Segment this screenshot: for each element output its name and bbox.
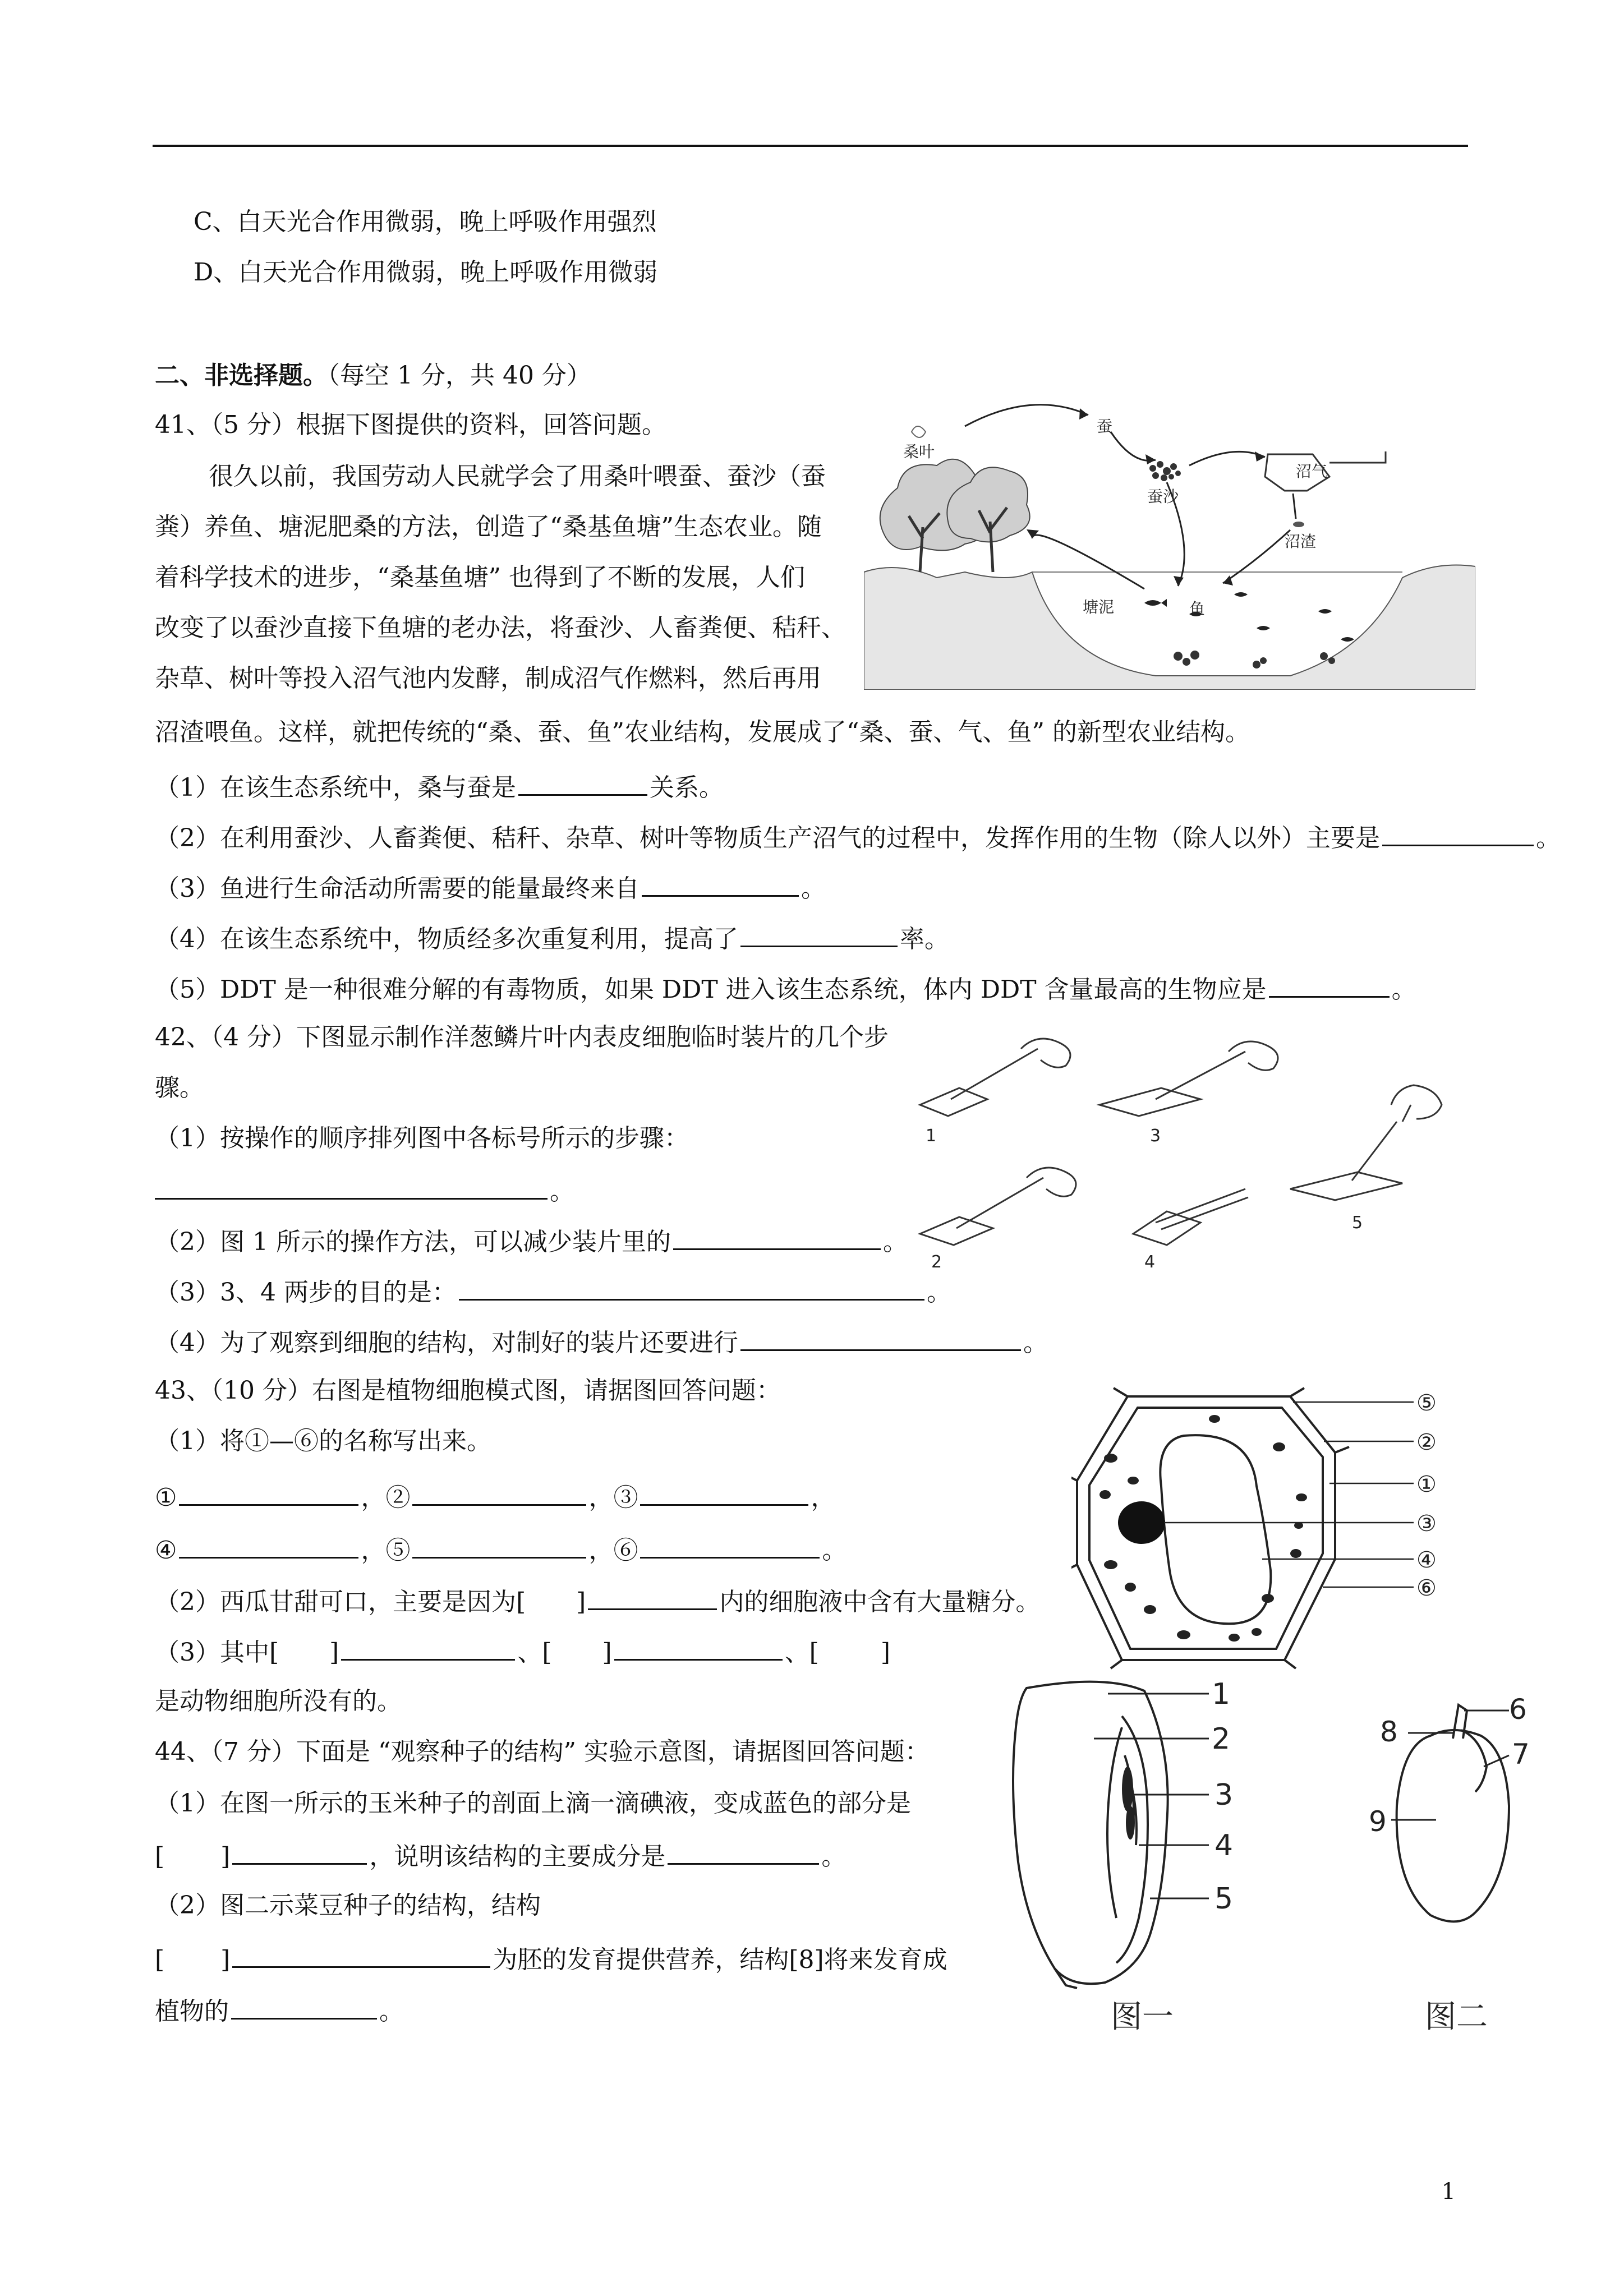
q42-item-3: （3）3、4 两步的目的是： 。 bbox=[155, 1273, 951, 1310]
q41-item-5: （5）DDT 是一种很难分解的有毒物质，如果 DDT 进入该生态系统，体内 DDT 含量最高的生物应是 。 bbox=[155, 970, 1416, 1007]
step-label-1: 1 bbox=[926, 1126, 937, 1146]
corn-label-1: 1 bbox=[1212, 1677, 1231, 1711]
figure-1-caption: 图一 bbox=[1111, 1999, 1174, 2035]
q43-item-2: （2）西瓜甘甜可口，主要是因为[ ] 内的细胞液中含有大量糖分。 bbox=[155, 1583, 1040, 1619]
q42-item-1: （1）按操作的顺序排列图中各标号所示的步骤： bbox=[155, 1124, 689, 1152]
q42-head-1: 42、（4 分）下图显示制作洋葱鳞片叶内表皮细胞临时装片的几个步 bbox=[155, 1023, 889, 1052]
answer-blank[interactable] bbox=[740, 920, 898, 947]
answer-blank[interactable] bbox=[341, 1633, 515, 1661]
answer-blank[interactable] bbox=[588, 1583, 717, 1610]
q44-item-2-tail: 植物的 。 bbox=[155, 1992, 404, 2028]
label-silkworm: 蚕 bbox=[1097, 417, 1113, 436]
bean-label-9: 9 bbox=[1369, 1805, 1387, 1838]
bean-label-8: 8 bbox=[1380, 1716, 1398, 1748]
q44-item-1: （1）在图一所示的玉米种子的剖面上滴一滴碘液，变成蓝色的部分是 bbox=[155, 1789, 911, 1818]
answer-blank[interactable] bbox=[740, 1324, 1021, 1351]
q43-item-1: （1）将①—⑥的名称写出来。 bbox=[155, 1427, 491, 1455]
section-heading bbox=[155, 359, 591, 393]
answer-blank[interactable] bbox=[155, 1172, 548, 1200]
answer-blank[interactable] bbox=[231, 1992, 377, 2020]
q41-para-3: 着科学技术的进步，“桑基鱼塘” 也得到了不断的发展，人们 bbox=[155, 563, 805, 592]
q41-para-2: 粪）养鱼、塘泥肥桑的方法，创造了“桑基鱼塘”生态农业。随 bbox=[155, 513, 822, 541]
label-fish: 鱼 bbox=[1189, 600, 1206, 618]
cell-label-2: ② bbox=[1416, 1430, 1437, 1455]
plant-cell-figure bbox=[1071, 1385, 1475, 1671]
step-label-3: 3 bbox=[1150, 1126, 1161, 1146]
answer-blank[interactable] bbox=[179, 1478, 358, 1506]
q41-head: 41、（5 分）根据下图提供的资料，回答问题。 bbox=[155, 411, 666, 439]
bean-seed-figure bbox=[1369, 1694, 1582, 2036]
answer-blank[interactable] bbox=[642, 869, 799, 897]
answer-blank[interactable] bbox=[518, 768, 647, 796]
q44-item-2-answer: [ ] 为胚的发育提供营养，结构[8]将来发育成 bbox=[155, 1940, 947, 1977]
q43-item-3-tail: 是动物细胞所没有的。 bbox=[155, 1687, 402, 1716]
answer-blank[interactable] bbox=[673, 1223, 881, 1250]
step-label-4: 4 bbox=[1144, 1252, 1156, 1267]
mulberry-trees bbox=[880, 459, 1030, 551]
answer-blank[interactable] bbox=[640, 1531, 820, 1559]
option-d: D、白天光合作用微弱，晚上呼吸作用微弱 bbox=[194, 258, 658, 287]
header-rule bbox=[153, 145, 1468, 147]
q41-para-5: 杂草、树叶等投入沼气池内发酵，制成沼气作燃料，然后再用 bbox=[155, 664, 821, 693]
q43-names-row-2: ④ ，⑤ ，⑥ 。 bbox=[155, 1531, 846, 1567]
cell-label-4: ④ bbox=[1416, 1547, 1437, 1573]
label-mulberry: 桑叶 bbox=[903, 442, 935, 461]
answer-blank[interactable] bbox=[232, 1837, 367, 1865]
step-label-2: 2 bbox=[931, 1252, 942, 1267]
cell-label-3: ③ bbox=[1416, 1511, 1437, 1537]
answer-blank[interactable] bbox=[412, 1531, 586, 1559]
answer-blank[interactable] bbox=[1269, 970, 1390, 998]
page-number: 1 bbox=[1441, 2179, 1456, 2205]
q44-head: 44、（7 分）下面是 “观察种子的结构” 实验示意图，请据图回答问题： bbox=[155, 1737, 930, 1766]
q41-para-4: 改变了以蚕沙直接下鱼塘的老办法，将蚕沙、人畜粪便、秸秆、 bbox=[155, 614, 846, 642]
q41-item-1: （1）在该生态系统中，桑与蚕是 关系。 bbox=[155, 768, 724, 805]
answer-blank[interactable] bbox=[232, 1940, 490, 1968]
label-residue: 沼渣 bbox=[1285, 532, 1317, 551]
answer-blank[interactable] bbox=[640, 1478, 808, 1506]
option-c: C、白天光合作用微弱，晚上呼吸作用强烈 bbox=[194, 208, 657, 236]
q43-head: 43、（10 分）右图是植物细胞模式图，请据图回答问题： bbox=[155, 1376, 781, 1405]
bean-label-7: 7 bbox=[1512, 1738, 1530, 1771]
section-title: 二、非选择题。 bbox=[155, 361, 328, 390]
figure-2-caption: 图二 bbox=[1425, 1999, 1488, 2035]
q41-item-2: （2）在利用蚕沙、人畜粪便、秸秆、杂草、树叶等物质生产沼气的过程中，发挥作用的生物（除人以外）主要是 。 bbox=[155, 819, 1561, 855]
q44-item-1-answer: [ ] ，说明该结构的主要成分是 。 bbox=[155, 1837, 846, 1874]
q41-para-6: 沼渣喂鱼。这样，就把传统的“桑、蚕、鱼”农业结构，发展成了“桑、蚕、气、鱼” 的新型农业结构。 bbox=[155, 718, 1250, 746]
q41-item-4: （4）在该生态系统中，物质经多次重复利用，提高了 率。 bbox=[155, 920, 949, 956]
step-label-5: 5 bbox=[1352, 1213, 1363, 1233]
q43-item-3: （3）其中[ ] 、[ ] 、[ ] bbox=[155, 1633, 890, 1670]
cell-label-5: ⑤ bbox=[1416, 1390, 1437, 1416]
answer-blank[interactable] bbox=[459, 1273, 924, 1301]
q42-head-2: 骤。 bbox=[155, 1073, 204, 1102]
corn-seed-figure bbox=[1004, 1677, 1279, 2036]
q43-names-row-1: ① ，② ，③ ， bbox=[155, 1478, 835, 1515]
cell-label-6: ⑥ bbox=[1416, 1575, 1437, 1601]
answer-blank[interactable] bbox=[614, 1633, 783, 1661]
q41-para-1: 很久以前，我国劳动人民就学会了用桑叶喂蚕、蚕沙（蚕 bbox=[209, 462, 826, 491]
label-biogas: 沼气 bbox=[1296, 462, 1328, 481]
answer-blank[interactable] bbox=[179, 1531, 358, 1559]
answer-blank[interactable] bbox=[668, 1837, 819, 1865]
answer-blank[interactable] bbox=[1382, 819, 1534, 846]
bean-label-6: 6 bbox=[1509, 1694, 1527, 1726]
q42-item-4: （4）为了观察到细胞的结构，对制好的装片还要进行 。 bbox=[155, 1324, 1048, 1360]
q42-item-2: （2）图 1 所示的操作方法，可以减少装片里的 。 bbox=[155, 1223, 908, 1259]
slide-preparation-figure bbox=[909, 1021, 1475, 1267]
cell-label-1: ① bbox=[1416, 1472, 1437, 1497]
corn-label-4: 4 bbox=[1214, 1829, 1234, 1862]
mulberry-fish-pond-figure bbox=[864, 393, 1475, 690]
section-note: （每空 1 分，共 40 分） bbox=[328, 361, 591, 390]
label-silk-sand: 蚕沙 bbox=[1147, 487, 1179, 506]
corn-label-2: 2 bbox=[1212, 1722, 1231, 1756]
label-pond-mud: 塘泥 bbox=[1083, 598, 1115, 616]
corn-label-5: 5 bbox=[1214, 1882, 1234, 1916]
corn-label-3: 3 bbox=[1214, 1778, 1234, 1812]
q41-item-3: （3）鱼进行生命活动所需要的能量最终来自 。 bbox=[155, 869, 826, 906]
q42-item-1-answer: 。 bbox=[155, 1172, 574, 1209]
q44-item-2: （2）图二示菜豆种子的结构，结构 bbox=[155, 1891, 541, 1920]
answer-blank[interactable] bbox=[412, 1478, 586, 1506]
